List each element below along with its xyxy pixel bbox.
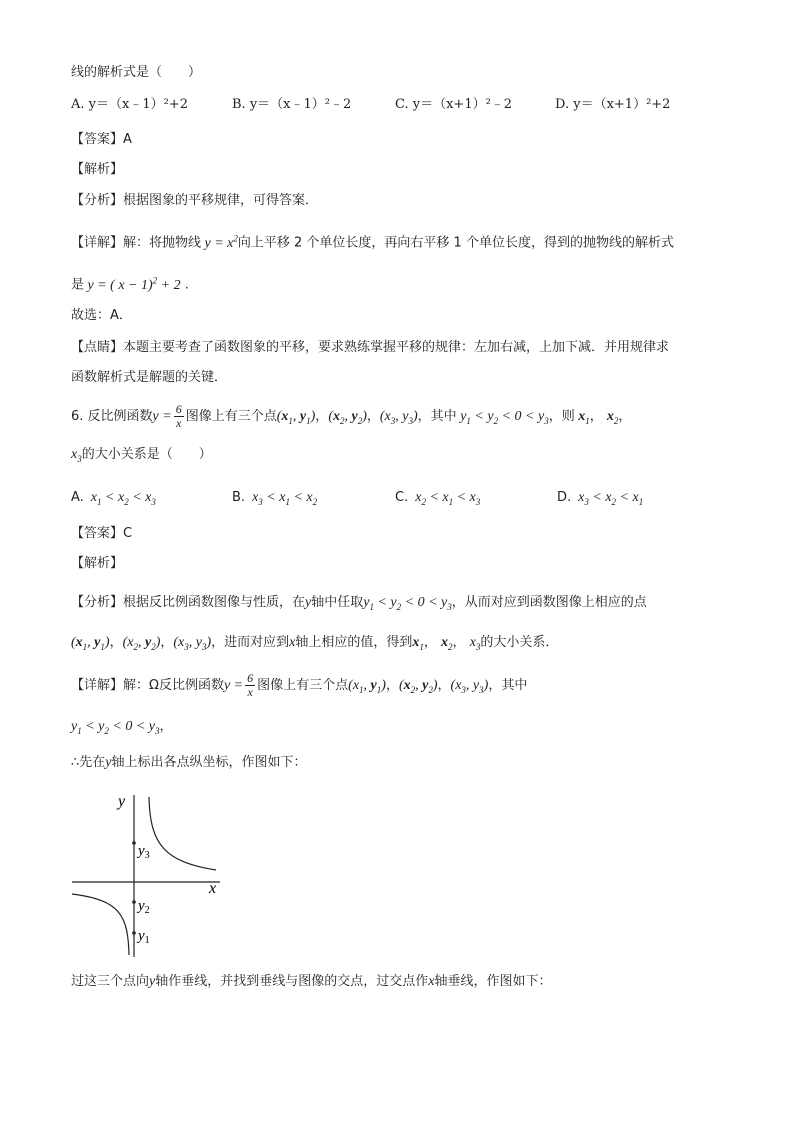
analysis-2-cont: ($x_1$, $y_1$)，($x_2$, $y_2$)，($x_3$, $y_3$)，进而对应到x轴上相应的值，得到$x_1$， $x_2$， $x_3$的大小关系． [71, 635, 559, 652]
analysis-header-2: 【解析】 [71, 556, 124, 571]
analysis-header-1: 【解析】 [71, 162, 124, 177]
label-y1: $y_1$ [138, 928, 150, 946]
final-line: 过这三个点向y轴作垂线，并找到垂线与图像的交点，过交点作x轴垂线，作图如下： [71, 974, 552, 989]
detail-1: 【详解】解：将抛物线 $y = x^2$向上平移 2 个单位长度，再向右平移 1 个单位长度，得到的抛物线的解析式 [71, 233, 674, 251]
point-y3 [132, 841, 136, 845]
detail-2-cont: $y_1 < y_2 < 0 < y_3$， [71, 719, 173, 736]
y-axis-label: y [118, 793, 126, 810]
detail-2: 【详解】解：Ω反比例函数y = $\frac{6}{x}$ 图像上有三个点($x_1$, $y_1$)，($x_2$, $y_2$)，($x_3$, $y_3$)，其中 [71, 671, 528, 699]
q6-option-b: B. $x_3 < x_1 < x_2$ [232, 490, 318, 507]
option-c: C. y＝（x+1）²﹣2 [395, 97, 513, 112]
answer-1: 【答案】A [71, 132, 132, 147]
hyperbola-branch-left [72, 894, 129, 955]
label-y2: $y_2$ [138, 898, 150, 916]
q6-option-a: A. $x_1 < x_2 < x_3$ [71, 490, 156, 507]
x-axis-label: x [209, 880, 217, 897]
question-6: 6. 反比例函数y = $\frac{6}{x}$ 图像上有三个点($x_1$, $y_1$)，($x_2$, $y_2$)，($x_3$, $y_3$)，其中 $y_1 < y_2 < 0 < y_3$，则 $x_1$， $x_2$， [71, 402, 632, 430]
q6-option-c: C. $x_2 < x_1 < x_3$ [395, 490, 481, 507]
analysis-2: 【分析】根据反比例函数图像与性质，在y轴中任取$y_1 < y_2 < 0 < y_3$，从而对应到函数图像上相应的点 [71, 595, 647, 612]
analysis-1: 【分析】根据图象的平移规律，可得答案． [71, 193, 319, 208]
hyperbola-graph [70, 785, 230, 960]
hyperbola-branch-right [149, 797, 216, 870]
q6-option-d: D. $x_3 < x_2 < x_1$ [557, 490, 644, 507]
choose-1: 故选：A． [71, 308, 132, 323]
label-y3: $y_3$ [138, 843, 150, 861]
stem-text: 线的解析式是（ ） [71, 65, 202, 80]
detail-1-cont: 是 y = ( x − 1)$^2$ + 2 . [71, 275, 189, 293]
stem-line [71, 64, 201, 82]
option-b: B. y＝（x﹣1）²﹣2 [232, 97, 352, 112]
point-y2 [132, 900, 136, 904]
point-y1 [132, 931, 136, 935]
comment-1: 【点睛】本题主要考查了函数图象的平移，要求熟练掌握平移的规律：左加右减，上加下减．并用规律求 [71, 340, 670, 355]
comment-2: 函数解析式是解题的关键． [71, 370, 228, 385]
therefore-line: ∴先在y轴上标出各点纵坐标，作图如下： [71, 755, 307, 770]
answer-2: 【答案】C [71, 526, 133, 541]
question-6-cont: $x_3$的大小关系是（ ） [71, 447, 212, 464]
option-d: D. y＝（x+1）²+2 [555, 97, 671, 112]
option-a: A. y＝（x﹣1）²+2 [71, 97, 188, 112]
